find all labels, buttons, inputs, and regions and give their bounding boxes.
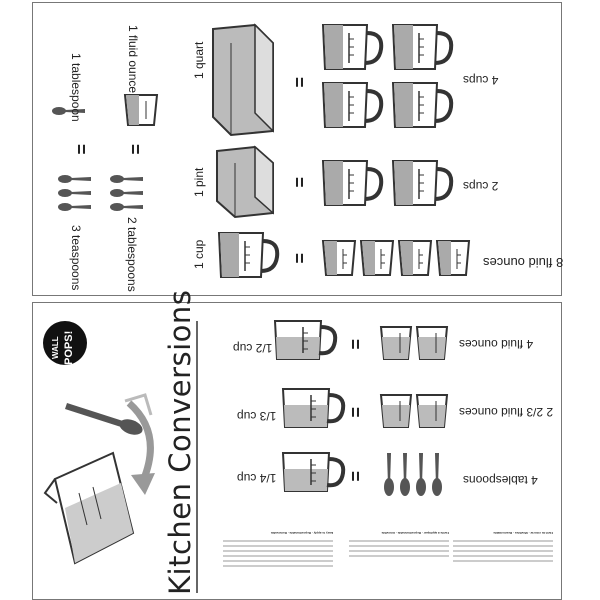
equals-sign: = [345, 471, 365, 482]
four-cups-label: 4 cups [463, 73, 499, 87]
tablespoon-label: 1 tablespoon [69, 53, 83, 122]
logo-pops-text: POPS! [63, 330, 75, 365]
mug-icon [393, 83, 451, 127]
mug-icon [323, 83, 381, 127]
quart-label: 1 quart [192, 41, 206, 79]
measuring-cup-illustration [45, 453, 133, 563]
quart-carton-icon [213, 25, 273, 135]
fluid-ounce-icon [125, 95, 157, 125]
equals-sign: = [71, 144, 91, 155]
top-sheet-illustrations [33, 3, 564, 295]
spoon-icon [416, 453, 426, 496]
half-cup-label: 1/2 cup [233, 341, 273, 355]
bottom-decal-sheet [32, 289, 562, 600]
cup-mug-icon [219, 233, 277, 277]
instructions-french: Facile à appliquer · Repositionnable · Amovible [381, 531, 449, 535]
logo-wall-text: WALL [51, 336, 60, 359]
mug-icon [393, 25, 451, 69]
cup-label: 1 cup [192, 239, 206, 269]
two-cups-label: 2 cups [463, 179, 499, 193]
tablespoons-label: 2 tablespoons [125, 217, 139, 292]
eight-fluid-ounces-label: 8 fluid ounces [483, 255, 564, 270]
pint-label: 1 pint [192, 167, 206, 197]
third-cup-mug-icon [283, 389, 343, 427]
quarter-cup-label: 1/4 cup [237, 471, 277, 485]
spoon-icon [384, 453, 394, 496]
third-cup-label: 1/3 cup [237, 409, 277, 423]
pint-carton-icon [217, 147, 273, 217]
shot-glass-icon [417, 327, 447, 359]
teaspoons-label: 3 teaspoons [69, 225, 83, 291]
mug-icon [323, 25, 381, 69]
half-cup-mug-icon [275, 321, 335, 359]
mug-icon [393, 161, 451, 205]
spoon-icon [400, 453, 410, 496]
shot-glass-icon [381, 327, 411, 359]
shot-glass-icon [361, 241, 393, 275]
shot-glass-icon [381, 395, 411, 427]
four-tablespoons-label: 4 tablespoons [463, 473, 538, 487]
page-title: Kitchen Conversions [163, 289, 197, 595]
two-two-thirds-fluid-ounces-label: 2 2/3 fluid ounces [459, 405, 554, 419]
equals-sign: = [289, 253, 309, 264]
fluid-ounce-label: 1 fluid ounce [126, 25, 140, 94]
four-fluid-ounces-label: 4 fluid ounces [459, 337, 534, 351]
instructions-english: Easy to apply · Repositionable · Removable [270, 531, 333, 535]
shot-glass-icon [437, 241, 469, 275]
shot-glass-icon [323, 241, 355, 275]
shot-glass-icon [417, 395, 447, 427]
spoon-icon [432, 453, 442, 496]
equals-sign: = [345, 339, 365, 350]
tablespoon-icon [110, 175, 143, 211]
equals-sign: = [345, 407, 365, 418]
equals-sign: = [289, 177, 309, 188]
quarter-cup-mug-icon [283, 453, 343, 491]
shot-glass-icon [399, 241, 431, 275]
equals-sign: = [125, 144, 145, 155]
teaspoon-icon [58, 175, 91, 211]
instructions-spanish: Fácil de colocar · Movibles · Desmontable [493, 531, 553, 535]
equals-sign: = [289, 77, 309, 88]
top-decal-sheet [32, 2, 562, 296]
mug-icon [323, 161, 381, 205]
curved-arrow-icon [125, 395, 155, 495]
